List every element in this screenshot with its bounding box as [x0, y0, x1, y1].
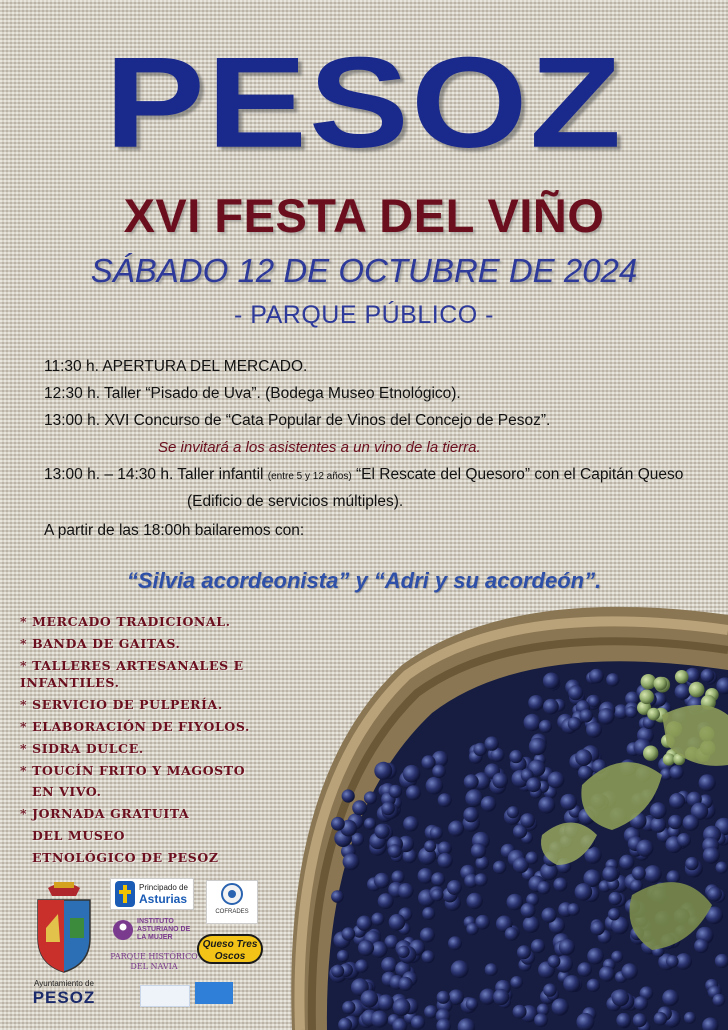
- feature-item: EN VIVO.: [32, 784, 102, 799]
- principado-label: Principado de: [139, 883, 188, 892]
- grape-berry: [531, 939, 545, 953]
- schedule-line-5: A partir de las 18:00h bailaremos con:: [44, 522, 305, 539]
- grape-berry: [612, 989, 629, 1006]
- schedule-line-1: 11:30 h. APERTURA DEL MERCADO.: [44, 358, 308, 375]
- feature-item: DEL MUSEO: [32, 828, 126, 843]
- event-date: SÁBADO 12 DE OCTUBRE DE 2024: [90, 252, 638, 289]
- green-grape-berry: [654, 677, 668, 691]
- grape-berry: [398, 977, 412, 991]
- grape-berry: [666, 955, 679, 968]
- sponsor-logo-small: [140, 985, 190, 1007]
- feature-item: * TALLERES ARTESANALES E: [20, 658, 244, 673]
- grape-berry: [539, 720, 552, 733]
- grape-berry: [602, 866, 618, 882]
- feature-item: * JORNADA GRATUITA: [20, 806, 190, 821]
- grape-berry: [568, 685, 583, 700]
- grape-berry: [526, 777, 541, 792]
- grape-berry: [669, 793, 685, 809]
- feature-item: * TOUCÍN FRITO Y MAGOSTO: [20, 763, 246, 778]
- grape-berry: [424, 840, 436, 852]
- instituto-mujer-logo: [110, 915, 198, 945]
- grape-berry: [526, 852, 539, 865]
- grape-berry: [507, 806, 519, 818]
- grape-berry: [381, 802, 395, 816]
- grape-berry: [529, 738, 547, 756]
- grape-berry: [352, 800, 367, 815]
- grape-berry: [426, 777, 444, 795]
- grape-berry: [575, 883, 593, 901]
- schedule-line-4-main: 13:00 h. – 14:30 h. Taller infantil: [44, 466, 268, 483]
- grape-berry: [374, 873, 390, 889]
- green-grape-berry: [647, 708, 660, 721]
- grape-berry: [378, 994, 394, 1010]
- grape-berry: [471, 843, 486, 858]
- grape-berry: [432, 765, 446, 779]
- grape-berry: [644, 865, 662, 883]
- grape-berry: [636, 840, 653, 857]
- grape-berry: [634, 996, 648, 1010]
- feature-item: * SERVICIO DE PULPERÍA.: [20, 697, 223, 712]
- grape-berry: [621, 963, 637, 979]
- cross-emblem-icon: [114, 880, 136, 908]
- women-institute-icon: [112, 919, 134, 941]
- grape-berry: [537, 881, 550, 894]
- grape-berry: [650, 817, 666, 833]
- grape-berry: [481, 796, 497, 812]
- grape-berry: [548, 955, 561, 968]
- grape-berry: [437, 853, 452, 868]
- grape-berry: [521, 903, 536, 918]
- grape-berry: [528, 695, 544, 711]
- grape-berry: [430, 827, 443, 840]
- grape-berry: [650, 802, 667, 819]
- festival-name: XVI FESTA DEL VIÑO: [123, 189, 605, 242]
- feature-item: ETNOLÓGICO DE PESOZ: [32, 850, 219, 865]
- grape-berry: [699, 774, 716, 791]
- grape-berry: [451, 960, 469, 978]
- cofrades-logo: [206, 880, 258, 924]
- grape-berry: [466, 998, 478, 1010]
- grape-berry: [633, 1013, 647, 1027]
- grape-berry: [577, 962, 592, 977]
- parque-historico-logo: PARQUE HISTÓRICO DEL NAVIA: [110, 952, 198, 971]
- feature-item: * ELABORACIÓN DE FIYOLOS.: [20, 719, 251, 734]
- ayuntamiento-label: Ayuntamiento de: [34, 979, 94, 988]
- grape-berry: [599, 966, 615, 982]
- green-grape-berry: [689, 682, 705, 698]
- grape-berry: [616, 1013, 631, 1028]
- grape-berry: [608, 908, 620, 920]
- grape-berry: [343, 853, 360, 870]
- grape-berry: [548, 772, 565, 789]
- grape-berry: [668, 815, 682, 829]
- grape-berry: [541, 908, 556, 923]
- grape-berry: [505, 927, 519, 941]
- grape-berry: [606, 673, 619, 686]
- grape-berry: [342, 1001, 355, 1014]
- grape-berry: [342, 927, 356, 941]
- grape-berry: [520, 813, 535, 828]
- grape-berry: [703, 847, 720, 864]
- grape-berry: [587, 979, 600, 992]
- grape-berry: [342, 789, 355, 802]
- grape-berry: [493, 861, 506, 874]
- event-venue: - PARQUE PÚBLICO -: [234, 301, 494, 329]
- grape-berry: [701, 669, 715, 683]
- grape-berry: [552, 998, 569, 1015]
- green-grape-berry: [675, 670, 689, 684]
- green-grape-berry: [641, 674, 656, 689]
- grape-berry: [361, 990, 379, 1008]
- grape-berry: [568, 717, 582, 731]
- instituto-label: INSTITUTO ASTURIANO DE LA MUJER: [137, 918, 191, 941]
- grape-berry: [588, 695, 600, 707]
- grape-berry: [406, 785, 421, 800]
- ayuntamiento-pesoz-logo: [26, 878, 102, 1007]
- grape-berry: [397, 946, 409, 958]
- grape-berry: [553, 878, 567, 892]
- grape-berry: [684, 1012, 696, 1024]
- grape-berry: [559, 939, 575, 955]
- grape-berry: [357, 916, 372, 931]
- grape-berry: [632, 866, 646, 880]
- grape-berry: [567, 903, 580, 916]
- grape-berry: [509, 750, 522, 763]
- grape-berry: [675, 684, 691, 700]
- grape-berry: [625, 706, 637, 718]
- grape-berry: [364, 818, 376, 830]
- grape-berry: [493, 989, 509, 1005]
- green-grape-berry: [639, 690, 654, 705]
- grape-basket-image: [282, 595, 728, 1030]
- grape-berry: [422, 907, 435, 920]
- grape-berry: [465, 789, 483, 807]
- grape-berry: [418, 868, 434, 884]
- grape-berry: [331, 817, 345, 831]
- grape-berry: [364, 791, 377, 804]
- grape-berry: [580, 709, 593, 722]
- grape-berry: [448, 936, 462, 950]
- grape-berry: [507, 894, 524, 911]
- grape-berry: [589, 669, 604, 684]
- poster-title: PESOZ: [104, 29, 624, 175]
- grape-berry: [474, 873, 487, 886]
- green-grape-berry: [643, 746, 658, 761]
- sponsor-logo-blue: [195, 982, 233, 1004]
- grape-berry: [424, 1005, 437, 1018]
- schedule-line-3: 13:00 h. XVI Concurso de “Cata Popular de Vinos del Concejo de Pesoz”.: [44, 412, 551, 429]
- grape-berry: [403, 765, 421, 783]
- feature-item: * SIDRA DULCE.: [20, 741, 144, 756]
- grape-berry: [590, 921, 605, 936]
- grape-berry: [371, 1011, 388, 1028]
- grape-berry: [619, 855, 634, 870]
- grape-berry: [388, 844, 402, 858]
- grape-berry: [694, 939, 708, 953]
- grape-berry: [543, 699, 559, 715]
- grape-berry: [431, 889, 444, 902]
- schedule-line-4: [44, 466, 683, 484]
- grape-berry: [464, 774, 479, 789]
- grape-berry: [437, 991, 450, 1004]
- grape-berry: [381, 957, 397, 973]
- grape-berry: [485, 736, 499, 750]
- feature-item: * MERCADO TRADICIONAL.: [20, 614, 231, 629]
- schedule-line-4-venue: (Edificio de servicios múltiples).: [187, 493, 404, 510]
- seal-icon: [207, 881, 257, 907]
- grape-berry: [510, 976, 523, 989]
- grape-berry: [517, 945, 531, 959]
- schedule-note: Se invitará a los asistentes a un vino de la tierra.: [158, 439, 481, 456]
- coat-of-arms-icon: [26, 878, 102, 974]
- grape-berry: [685, 857, 698, 870]
- feature-item: INFANTILES.: [20, 675, 120, 690]
- grape-berry: [662, 990, 679, 1007]
- grape-berry: [713, 994, 726, 1007]
- grape-berry: [707, 887, 722, 902]
- schedule-line-2: 12:30 h. Taller “Pisado de Uva”. (Bodega Museo Etnológico).: [44, 385, 461, 402]
- grape-berry: [609, 892, 622, 905]
- grape-berry: [630, 879, 643, 892]
- grape-berry: [448, 821, 464, 837]
- grape-berry: [560, 794, 577, 811]
- grape-berry: [523, 916, 540, 933]
- cofrades-label: COFRADES: [215, 909, 249, 915]
- grape-berry: [393, 998, 411, 1016]
- grape-berry: [575, 749, 592, 766]
- grape-berry: [398, 883, 414, 899]
- grape-berry: [587, 948, 604, 965]
- grape-berry: [543, 673, 560, 690]
- grape-berry: [391, 870, 404, 883]
- grape-berry: [563, 975, 580, 992]
- grape-berry: [463, 807, 478, 822]
- grape-berry: [422, 950, 435, 963]
- grape-berry: [524, 714, 541, 731]
- grape-berry: [355, 959, 368, 972]
- grape-berry: [513, 1005, 527, 1019]
- grape-berry: [586, 722, 602, 738]
- grape-berry: [598, 708, 614, 724]
- grape-berry: [654, 1012, 667, 1025]
- grape-berry: [371, 913, 384, 926]
- band-names: “Silvia acordeonista” y “Adri y su acordeón”.: [126, 568, 602, 593]
- schedule-line-4-rest: “El Rescate del Quesoro” con el Capitán Queso: [351, 466, 684, 483]
- grape-berry: [431, 872, 445, 886]
- grape-berry: [543, 983, 556, 996]
- grape-berry: [331, 890, 344, 903]
- grape-berry: [677, 833, 691, 847]
- grape-berry: [389, 914, 406, 931]
- feature-item: * BANDA DE GAITAS.: [20, 636, 181, 651]
- grape-berry: [475, 915, 490, 930]
- grape-berry: [420, 928, 435, 943]
- grape-berry: [374, 762, 392, 780]
- asturias-label: Asturias: [139, 892, 188, 906]
- grape-berry: [411, 1015, 425, 1029]
- grape-berry: [716, 862, 728, 874]
- queso-tres-oscos-logo: Queso Tres Oscos: [197, 934, 263, 964]
- grape-berry: [331, 965, 344, 978]
- ayuntamiento-name: PESOZ: [32, 988, 96, 1007]
- grape-berry: [538, 797, 555, 814]
- schedule-age-range: (entre 5 y 12 años): [267, 471, 352, 482]
- grape-berry: [466, 893, 482, 909]
- grape-berry: [375, 824, 390, 839]
- grape-berry: [358, 940, 374, 956]
- grape-berry: [337, 950, 349, 962]
- grape-berry: [485, 963, 498, 976]
- principado-asturias-logo: [110, 878, 194, 910]
- grape-berry: [683, 815, 699, 831]
- grape-berry: [670, 765, 684, 779]
- grape-berry: [534, 1013, 548, 1027]
- grape-berry: [389, 785, 402, 798]
- grape-berry: [447, 880, 462, 895]
- grape-berry: [492, 773, 508, 789]
- grape-berry: [666, 870, 680, 884]
- grape-berry: [403, 816, 418, 831]
- grape-berry: [438, 793, 452, 807]
